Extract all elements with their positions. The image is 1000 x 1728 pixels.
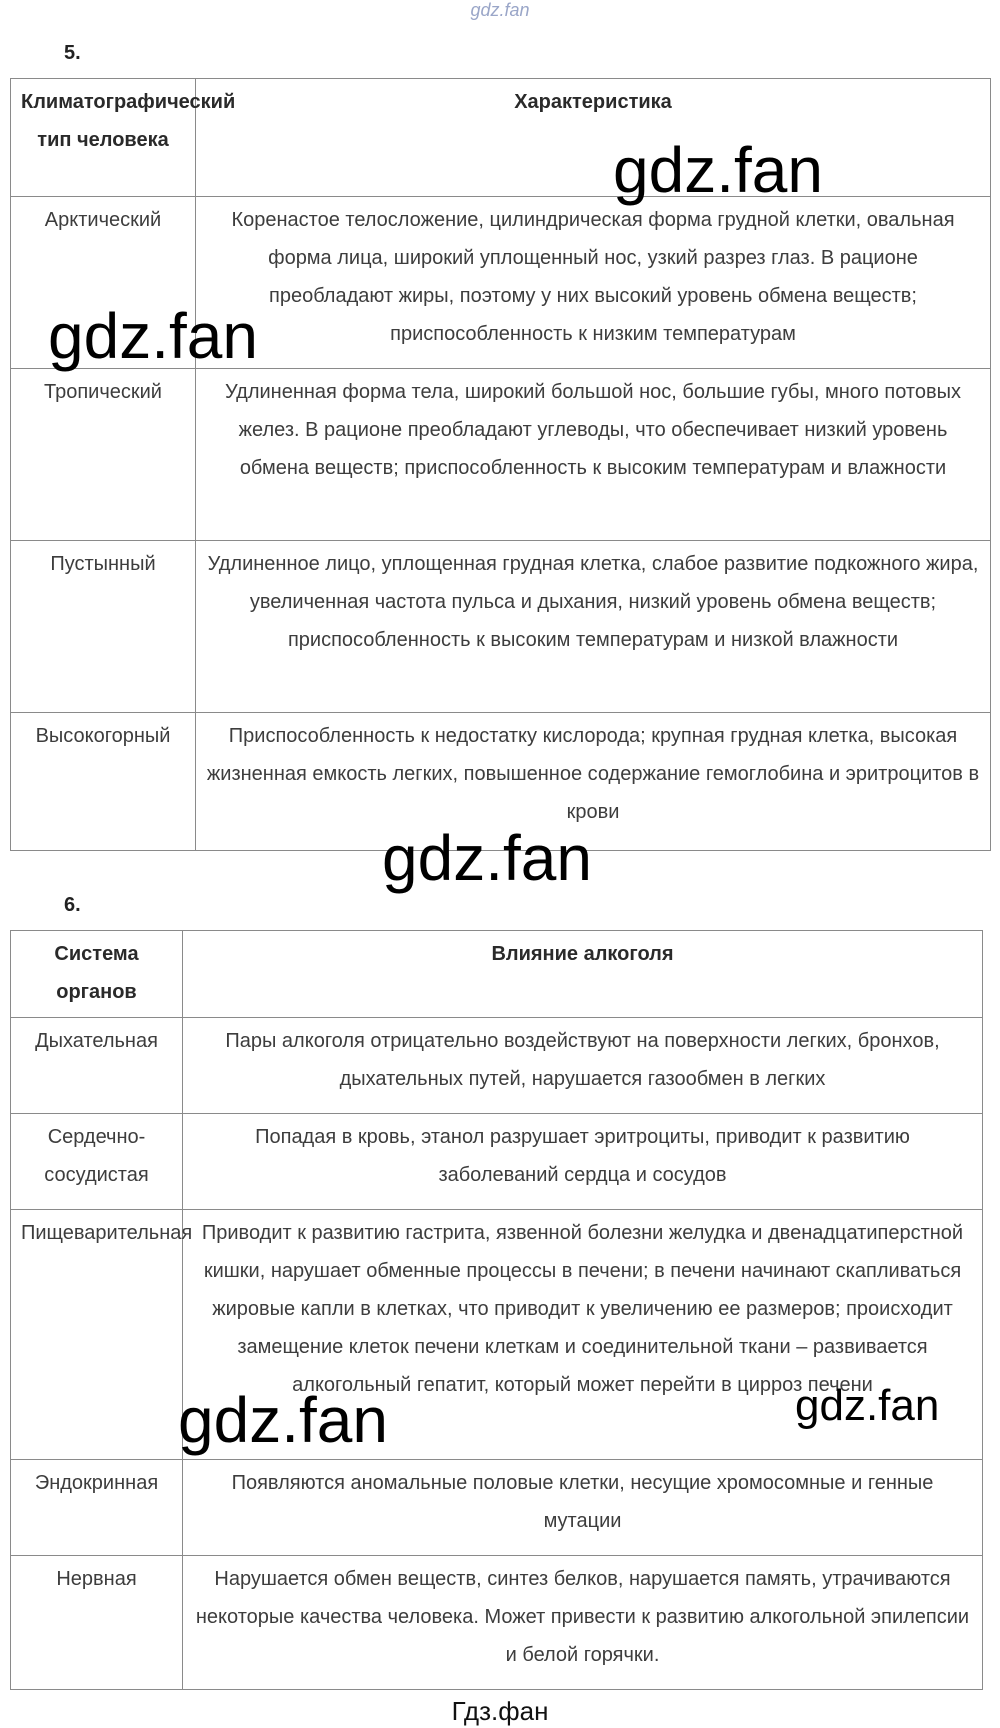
influence-cell: Нарушается обмен веществ, синтез белков, нарушается память, утрачиваются некоторые качества человека. Может привести к развитию алкогольной эпилепсии и белой горячки. (183, 1556, 983, 1690)
influence-cell: Пары алкоголя отрицательно воздействуют на поверхности легких, бронхов, дыхательных путей, нарушается газообмен в легких (183, 1018, 983, 1114)
system-cell: Дыхательная (11, 1018, 183, 1114)
task6-number: 6. (64, 894, 81, 916)
table-row (11, 1556, 983, 1690)
influence-cell: Попадая в кровь, этанол разрушает эритроциты, приводит к развитию заболеваний сердца и сосудов (183, 1114, 983, 1210)
watermark: gdz.fan (178, 1384, 388, 1456)
characteristic-cell: Удлиненная форма тела, широкий большой нос, большие губы, много потовых желез. В рационе преобладают углеводы, что обеспечивает низкий уровень обмена веществ; приспособленность к высоким температурам и влажности (196, 369, 991, 541)
task6-table (10, 930, 983, 1690)
footer-site-name: Гдз.фан (451, 1696, 549, 1726)
influence-cell: Появляются аномальные половые клетки, несущие хромосомные и генные мутации (183, 1460, 983, 1556)
characteristic-cell: Удлиненное лицо, уплощенная грудная клетка, слабое развитие подкожного жира, увеличенная частота пульса и дыхания, низкий уровень обмена веществ; приспособленность к высоким температурам и низкой влажности (196, 541, 991, 713)
system-cell: Эндокринная (11, 1460, 183, 1556)
influence-cell: Приводит к развитию гастрита, язвенной болезни желудка и двенадцатиперстной кишки, нарушает обменные процессы в печени; в печени начинают скапливаться жировые капли в клетках, что приводит к увеличению ее размеров; происходит замещение клеток печени клеткам и соединительной ткани – развивается алкогольный гепатит, который может перейти в цирроз печени (183, 1210, 983, 1460)
table-row (11, 1460, 983, 1556)
type-cell: Тропический (11, 369, 196, 541)
header-characteristic: Характеристика (196, 79, 991, 197)
task5-number: 5. (64, 42, 81, 64)
table-header-row (11, 79, 991, 197)
task5-table (10, 78, 991, 851)
characteristic-cell: Коренастое телосложение, цилиндрическая форма грудной клетки, овальная форма лица, широкий уплощенный нос, узкий разрез глаз. В рационе преобладают жиры, поэтому у них высокий уровень обмена веществ; приспособленность к низким температурам (196, 197, 991, 369)
type-cell: Высокогорный (11, 713, 196, 851)
system-cell: Сердечно-сосудистая (11, 1114, 183, 1210)
type-cell: Пустынный (11, 541, 196, 713)
characteristic-cell: Приспособленность к недостатку кислорода; крупная грудная клетка, высокая жизненная емкость легких, повышенное содержание гемоглобина и эритроцитов в крови (196, 713, 991, 851)
system-cell: Пищеварительная (11, 1210, 183, 1460)
system-cell: Нервная (11, 1556, 183, 1690)
type-cell: Арктический (11, 197, 196, 369)
watermark: gdz.fan (795, 1381, 940, 1430)
table-row (11, 541, 991, 713)
watermark: gdz.fan (382, 822, 592, 894)
table-header-row (11, 931, 983, 1018)
header-organ-system: Система органов (11, 931, 183, 1018)
table-row (11, 369, 991, 541)
header-alcohol-influence: Влияние алкоголя (183, 931, 983, 1018)
table-row (11, 1114, 983, 1210)
watermark-top: gdz.fan (470, 0, 530, 20)
table-row (11, 1018, 983, 1114)
header-climatographic-type: Климатографический тип человека (11, 79, 196, 197)
watermark: gdz.fan (613, 134, 823, 206)
watermark: gdz.fan (48, 300, 258, 372)
